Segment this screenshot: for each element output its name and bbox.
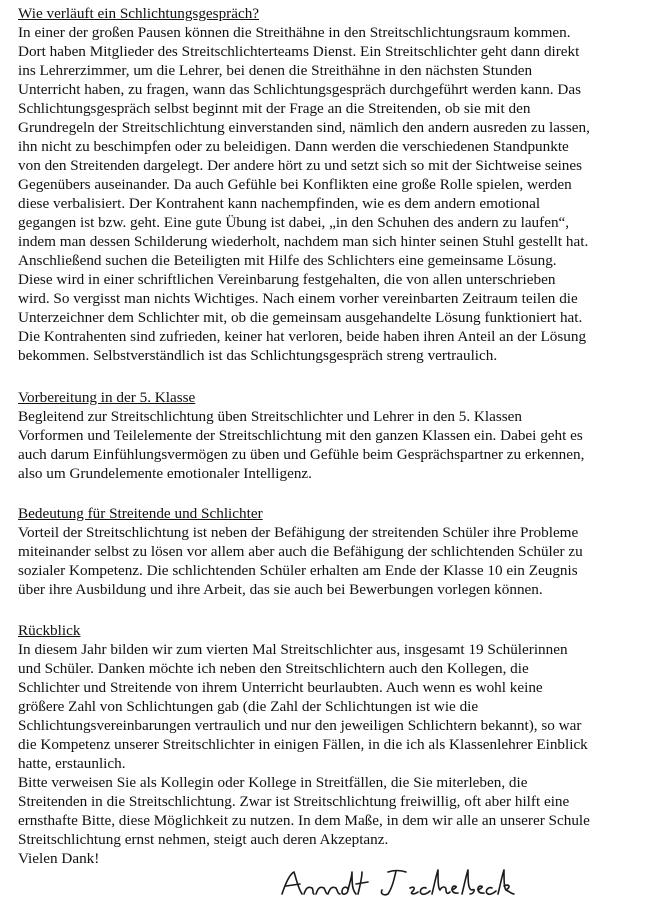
text-line: In einer der großen Pausen können die Streithähne in den Streitschlichtungsraum kommen. xyxy=(18,24,571,41)
text-line: größere Zahl von Schlichtungen gab (die Zahl der Schlichtungen ist wie die xyxy=(18,698,479,715)
text-line: Anschließend suchen die Beteiligten mit Hilfe des Schlichters eine gemeinsame Lösung. xyxy=(18,252,557,269)
text-line: also um Grundelemente emotionaler Intelligenz. xyxy=(18,465,312,482)
section-bedeutung xyxy=(18,504,646,599)
text-line: Vielen Dank! xyxy=(18,850,100,867)
section-body xyxy=(18,23,646,365)
section-heading: Wie verläuft ein Schlichtungsgespräch? xyxy=(18,5,260,22)
text-line: sozialer Kompetenz. Die schlichtenden Schüler erhalten am Ende der Klasse 10 ein Zeugnis xyxy=(18,562,578,579)
text-line: Vorformen und Teilelemente der Streitschlichtung mit den ganzen Klassen ein. Dabei geht es xyxy=(18,427,583,444)
section-schlichtungsgespraech xyxy=(18,4,646,365)
text-line: Streitschlichtung ernst nehmen, steigt auch deren Akzeptanz. xyxy=(18,831,389,848)
text-line: hatte, erstaunlich. xyxy=(18,755,126,772)
section-vorbereitung xyxy=(18,388,646,483)
text-line: Bitte verweisen Sie als Kollegin oder Kollege in Streitfällen, die Sie miterleben, die xyxy=(18,774,528,791)
text-line: von den Streitenden dargelegt. Der andere hört zu und setzt sich so mit der Sichtweise seines xyxy=(18,157,583,174)
text-line: Schlichtungsvereinbarungen vertraulich und nur den jeweiligen Schlichtern bekannt), so war xyxy=(18,717,582,734)
section-body xyxy=(18,640,646,868)
text-line: Unterricht haben, zu fragen, wann das Schlichtungsgespräch durchgeführt werden kann. Das xyxy=(18,81,582,98)
text-line: Diese wird in einer schriftlichen Vereinbarung festgehalten, die von allen unterschrieben xyxy=(18,271,556,288)
text-line: Die Kontrahenten sind zufrieden, keiner hat verloren, beide haben ihren Anteil an der Lösung xyxy=(18,328,587,345)
section-heading: Vorbereitung in der 5. Klasse xyxy=(18,389,196,406)
text-line: gegangen ist bzw. geht. Eine gute Übung ist dabei, „in den Schuhen des andern zu laufen“, xyxy=(18,214,570,231)
text-line: auch darum Einfühlungsvermögen zu üben und Gefühle beim Gesprächspartner zu erkennen, xyxy=(18,446,585,463)
text-line: über ihre Ausbildung und ihre Arbeit, das sie auch bei Bewerbungen vorlegen können. xyxy=(18,581,543,598)
section-heading: Bedeutung für Streitende und Schlichter xyxy=(18,505,263,522)
text-line: wird. So vergisst man nichts Wichtiges. Nach einem vorher vereinbarten Zeitraum teilen die xyxy=(18,290,578,307)
section-rueckblick xyxy=(18,621,646,868)
text-line: Gegenübers auseinander. Da auch Gefühle bei Konflikten eine große Rolle spielen, werden xyxy=(18,176,572,193)
text-line: Vorteil der Streitschlichtung ist neben der Befähigung der streitenden Schüler ihre Probleme xyxy=(18,524,579,541)
text-line: ihn nicht zu beschimpfen oder zu beleidigen. Dann werden die verschiedenen Standpunkte xyxy=(18,138,569,155)
signature-scribble xyxy=(276,864,516,904)
text-line: Grundregeln der Streitschlichtung einverstanden sind, nämlich den andern ausreden zu lassen, xyxy=(18,119,590,136)
section-body xyxy=(18,523,646,599)
text-line: indem man dessen Schilderung wiederholt, nachdem man sich hinter seinen Stuhl gestellt hat. xyxy=(18,233,589,250)
text-line: ernsthafte Bitte, diese Möglichkeit zu nutzen. In dem Maße, in dem wir alle an unserer Schule xyxy=(18,812,590,829)
section-body xyxy=(18,407,646,483)
text-line: bekommen. Selbstverständlich ist das Schlichtungsgespräch streng vertraulich. xyxy=(18,347,498,364)
text-line: Schlichter und Streitende von ihrem Unterricht beurlaubten. Auch wenn es wohl keine xyxy=(18,679,543,696)
text-line: Unterzeichner dem Schlichter mit, ob die gemeinsam ausgehandelte Lösung funktioniert hat. xyxy=(18,309,583,326)
text-line: Streitenden in die Streitschlichtung. Zwar ist Streitschlichtung freiwillig, oft aber hilft eine xyxy=(18,793,570,810)
text-line: Schlichtungsgespräch selbst beginnt mit der Frage an die Streitenden, ob sie mit den xyxy=(18,100,531,117)
text-line: In diesem Jahr bilden wir zum vierten Mal Streitschlichter aus, insgesamt 19 Schülerinnen xyxy=(18,641,568,658)
text-line: ins Lehrerzimmer, um die Lehrer, bei denen die Streithähne in den nächsten Stunden xyxy=(18,62,533,79)
text-line: Begleitend zur Streitschlichtung üben Streitschlichter und Lehrer in den 5. Klassen xyxy=(18,408,523,425)
text-line: Dort haben Mitglieder des Streitschlichterteams Dienst. Ein Streitschlichter geht dann direkt xyxy=(18,43,580,60)
text-line: miteinander selbst zu lösen vor allem aber auch die Befähigung der schlichtenden Schüler zu xyxy=(18,543,583,560)
text-line: die Kompetenz unserer Streitschlichter in einigen Fällen, in die ich als Klassenlehrer Einblick xyxy=(18,736,588,753)
text-line: und Schüler. Danken möchte ich neben den Streitschlichtern auch den Kollegen, die xyxy=(18,660,529,677)
text-line: diese verbalisiert. Der Kontrahent kann nachempfinden, wie es dem andern emotional xyxy=(18,195,541,212)
section-heading: Rückblick xyxy=(18,622,81,639)
handwritten-signature xyxy=(276,864,516,904)
